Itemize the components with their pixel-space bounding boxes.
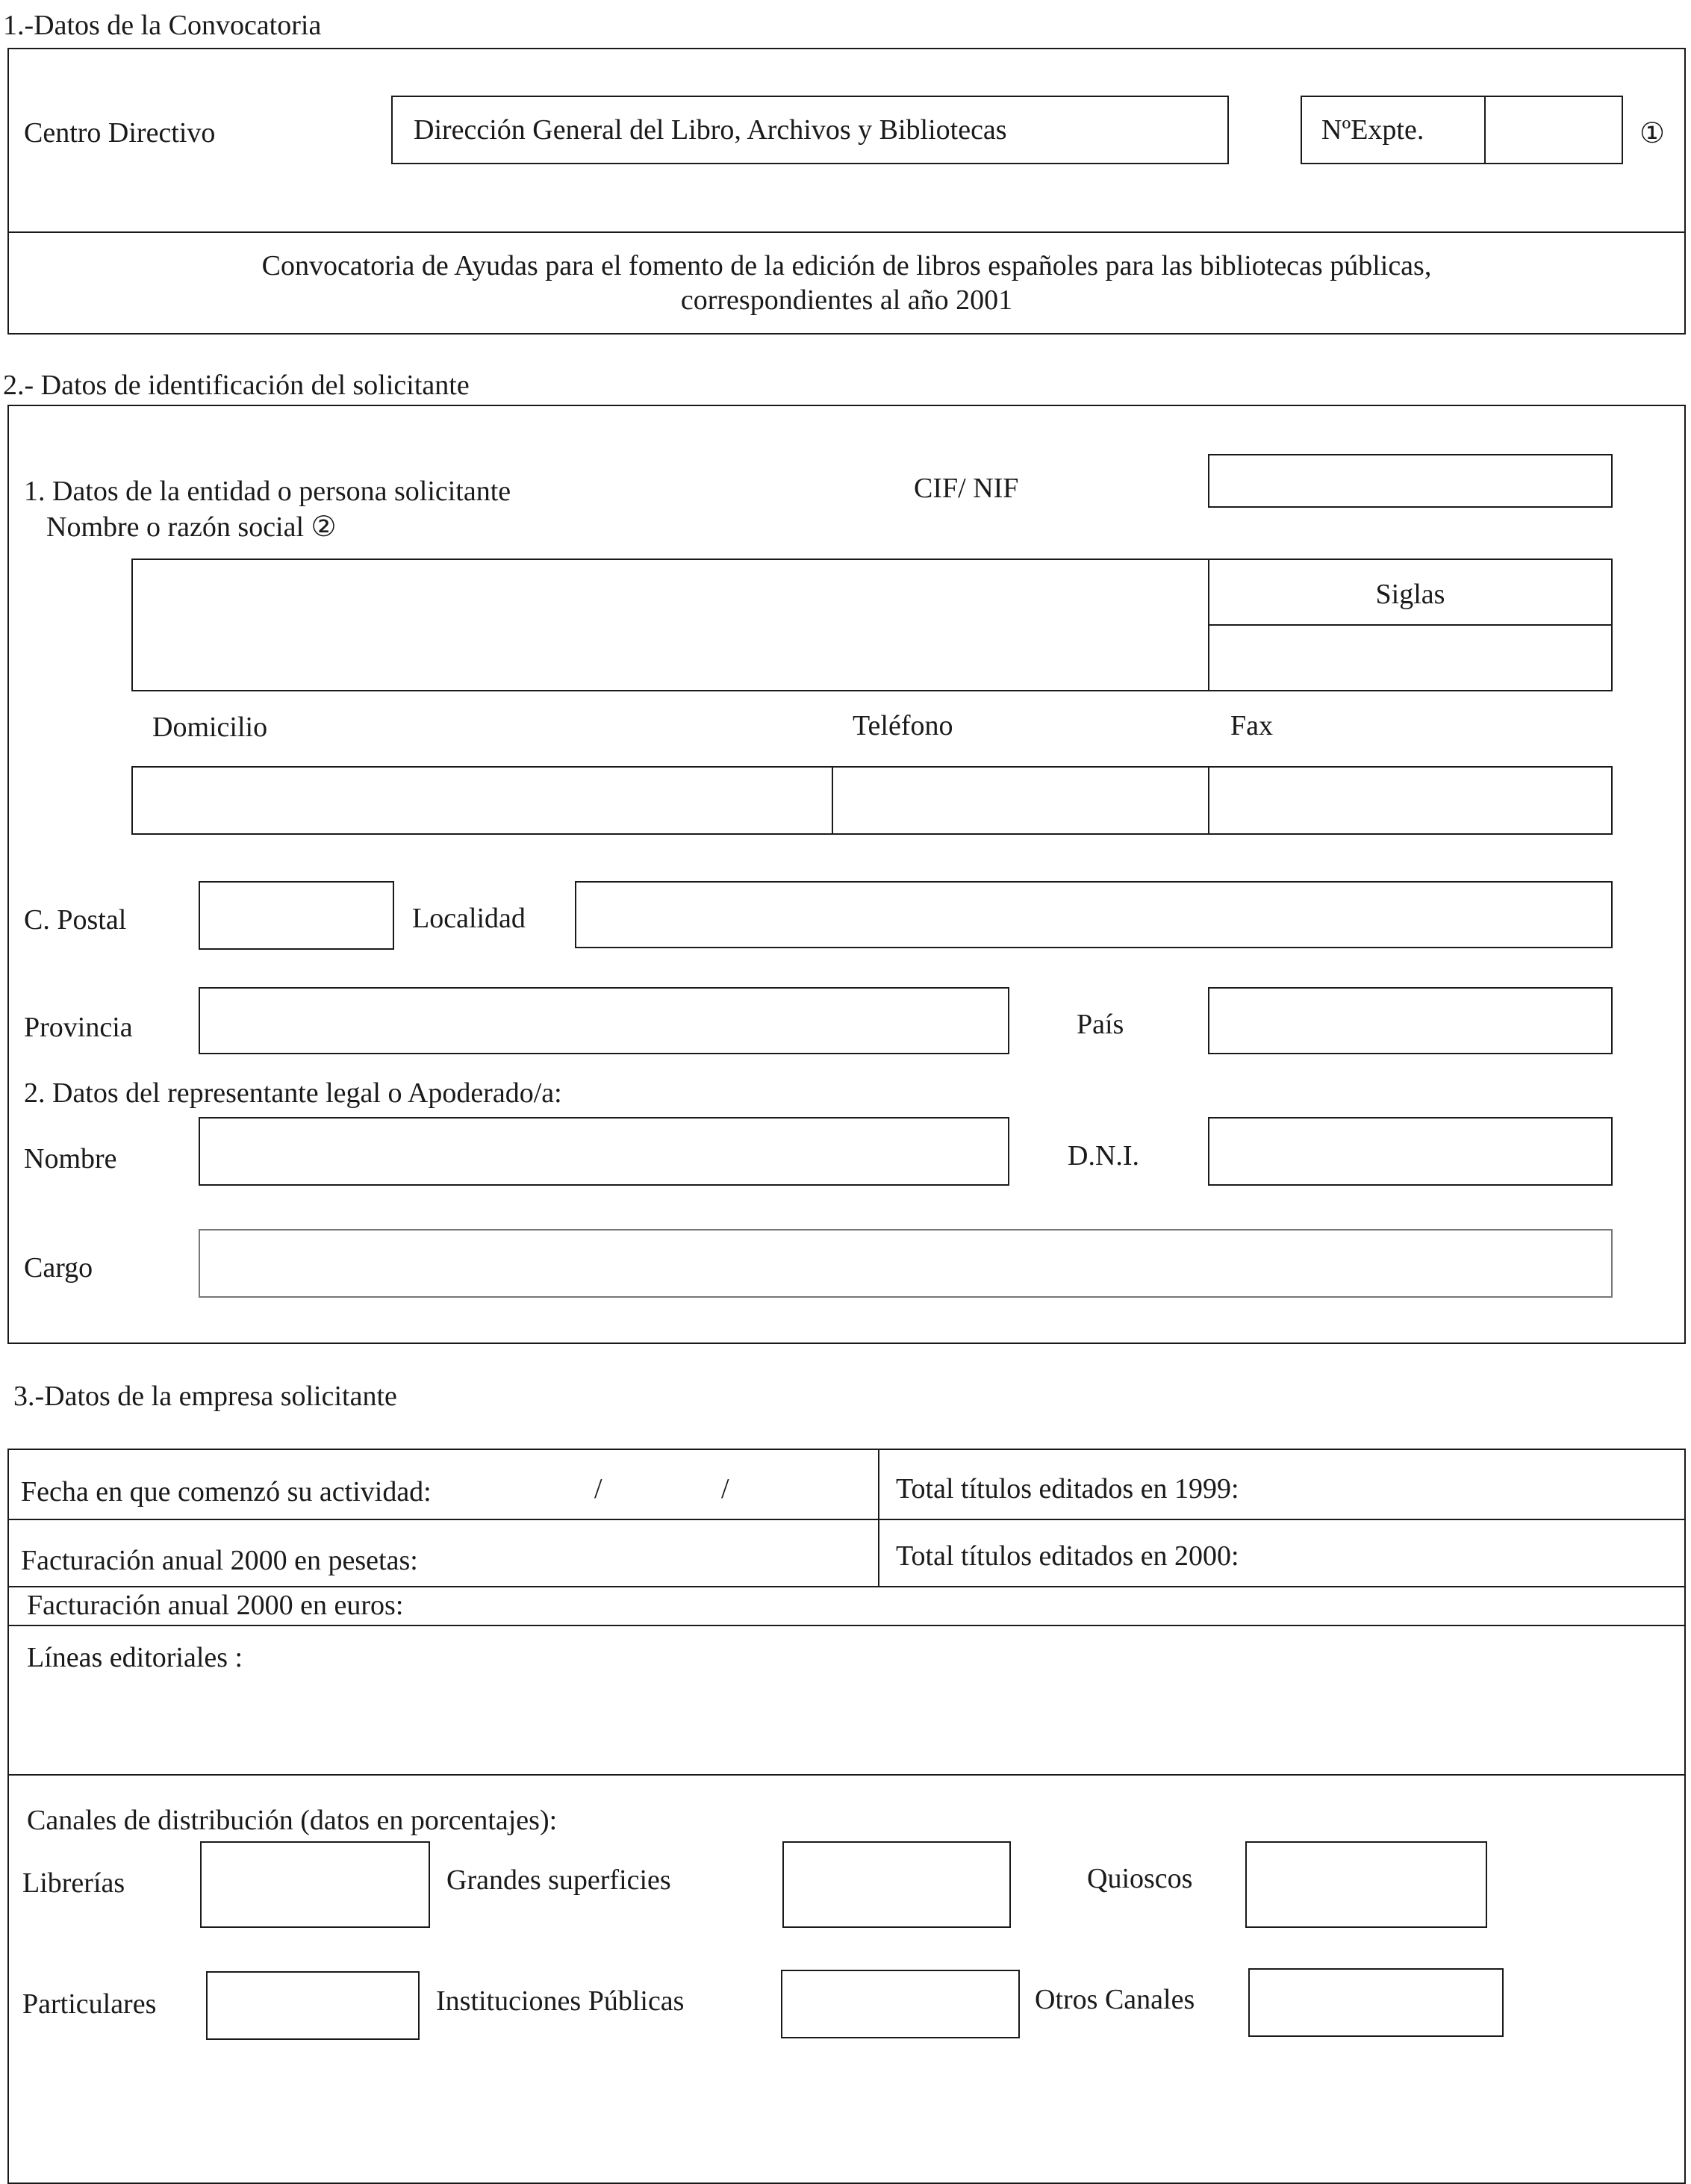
domicilio-field[interactable] [133, 768, 830, 833]
cif-label: CIF/ NIF [914, 473, 1019, 504]
lineas-editoriales-field[interactable] [27, 1677, 1677, 1767]
note-marker-1: ① [1639, 116, 1666, 149]
divider [7, 231, 1686, 233]
pais-field[interactable] [1208, 987, 1613, 1054]
titulos-2000-field[interactable] [1299, 1523, 1680, 1584]
divider [7, 1774, 1686, 1776]
facturacion-euros-label: Facturación anual 2000 en euros: [27, 1590, 404, 1621]
domicilio-label: Domicilio [152, 712, 268, 743]
centro-directivo-value: Dirección General del Libro, Archivos y Bibliotecas [414, 114, 1007, 146]
localidad-field[interactable] [575, 881, 1613, 948]
centro-directivo-field[interactable] [391, 96, 1229, 164]
centro-directivo-label: Centro Directivo [24, 117, 216, 149]
representante-subheading: 2. Datos del representante legal o Apoderado/a: [24, 1077, 562, 1109]
entidad-subheading: 1. Datos de la entidad o persona solicitante [24, 476, 511, 507]
section3-heading: 3.-Datos de la empresa solicitante [13, 1381, 397, 1412]
titulos-1999-label: Total títulos editados en 1999: [896, 1473, 1239, 1505]
instituciones-publicas-label: Instituciones Públicas [436, 1985, 685, 2017]
canales-label: Canales de distribución (datos en porcentajes): [27, 1805, 558, 1836]
rep-nombre-label: Nombre [24, 1143, 117, 1175]
cpostal-field[interactable] [199, 881, 394, 950]
divider [7, 1625, 1686, 1626]
expediente-field[interactable] [1484, 96, 1623, 164]
fecha-actividad-label: Fecha en que comenzó su actividad: [21, 1476, 432, 1508]
titulos-2000-label: Total títulos editados en 2000: [896, 1540, 1239, 1572]
facturacion-euros-field[interactable] [478, 1589, 1680, 1620]
section2-frame [7, 405, 1686, 1344]
siglas-label: Siglas [1375, 579, 1445, 610]
cpostal-label: C. Postal [24, 904, 127, 936]
facturacion-pesetas-field[interactable] [505, 1523, 876, 1584]
fecha-actividad-field[interactable] [508, 1452, 866, 1517]
grandes-superficies-field[interactable] [782, 1841, 1011, 1928]
divider [878, 1449, 879, 1586]
convocatoria-line1: Convocatoria de Ayudas para el fomento de la edición de libros españoles para las bibliotecas públicas, [261, 250, 1432, 281]
localidad-label: Localidad [412, 903, 526, 934]
quioscos-field[interactable] [1245, 1841, 1487, 1928]
rep-nombre-field[interactable] [199, 1117, 1009, 1186]
provincia-field[interactable] [199, 987, 1009, 1054]
titulos-1999-field[interactable] [1299, 1452, 1680, 1517]
convocatoria-line2: correspondientes al año 2001 [680, 284, 1013, 316]
divider [7, 1586, 1686, 1587]
librerias-field[interactable] [200, 1841, 430, 1928]
particulares-label: Particulares [22, 1988, 157, 2020]
dni-label: D.N.I. [1068, 1140, 1140, 1172]
divider [7, 1519, 1686, 1520]
fax-field[interactable] [1209, 768, 1611, 833]
section2-heading: 2.- Datos de identificación del solicitante [3, 370, 470, 401]
cargo-field[interactable] [199, 1229, 1613, 1298]
telefono-field[interactable] [833, 768, 1206, 833]
fax-label: Fax [1230, 710, 1273, 741]
expediente-label: NºExpte. [1321, 114, 1424, 146]
section1-heading: 1.-Datos de la Convocatoria [3, 10, 322, 41]
grandes-superficies-label: Grandes superficies [446, 1864, 671, 1896]
pais-label: País [1077, 1009, 1124, 1040]
instituciones-publicas-field[interactable] [781, 1970, 1020, 2038]
dni-field[interactable] [1208, 1117, 1613, 1186]
siglas-field[interactable] [1209, 626, 1611, 690]
cif-field[interactable] [1208, 454, 1613, 508]
nombre-razon-social-label: Nombre o razón social ② [46, 511, 337, 543]
otros-canales-field[interactable] [1248, 1968, 1504, 2037]
provincia-label: Provincia [24, 1012, 133, 1043]
librerias-label: Librerías [22, 1867, 125, 1899]
cargo-label: Cargo [24, 1252, 93, 1284]
quioscos-label: Quioscos [1087, 1863, 1193, 1894]
telefono-label: Teléfono [853, 710, 953, 741]
date-separator-1: / [594, 1473, 602, 1505]
date-separator-2: / [721, 1473, 729, 1505]
facturacion-pesetas-label: Facturación anual 2000 en pesetas: [21, 1545, 418, 1576]
lineas-editoriales-label: Líneas editoriales : [27, 1642, 243, 1673]
particulares-field[interactable] [206, 1971, 420, 2040]
otros-canales-label: Otros Canales [1035, 1984, 1195, 2015]
